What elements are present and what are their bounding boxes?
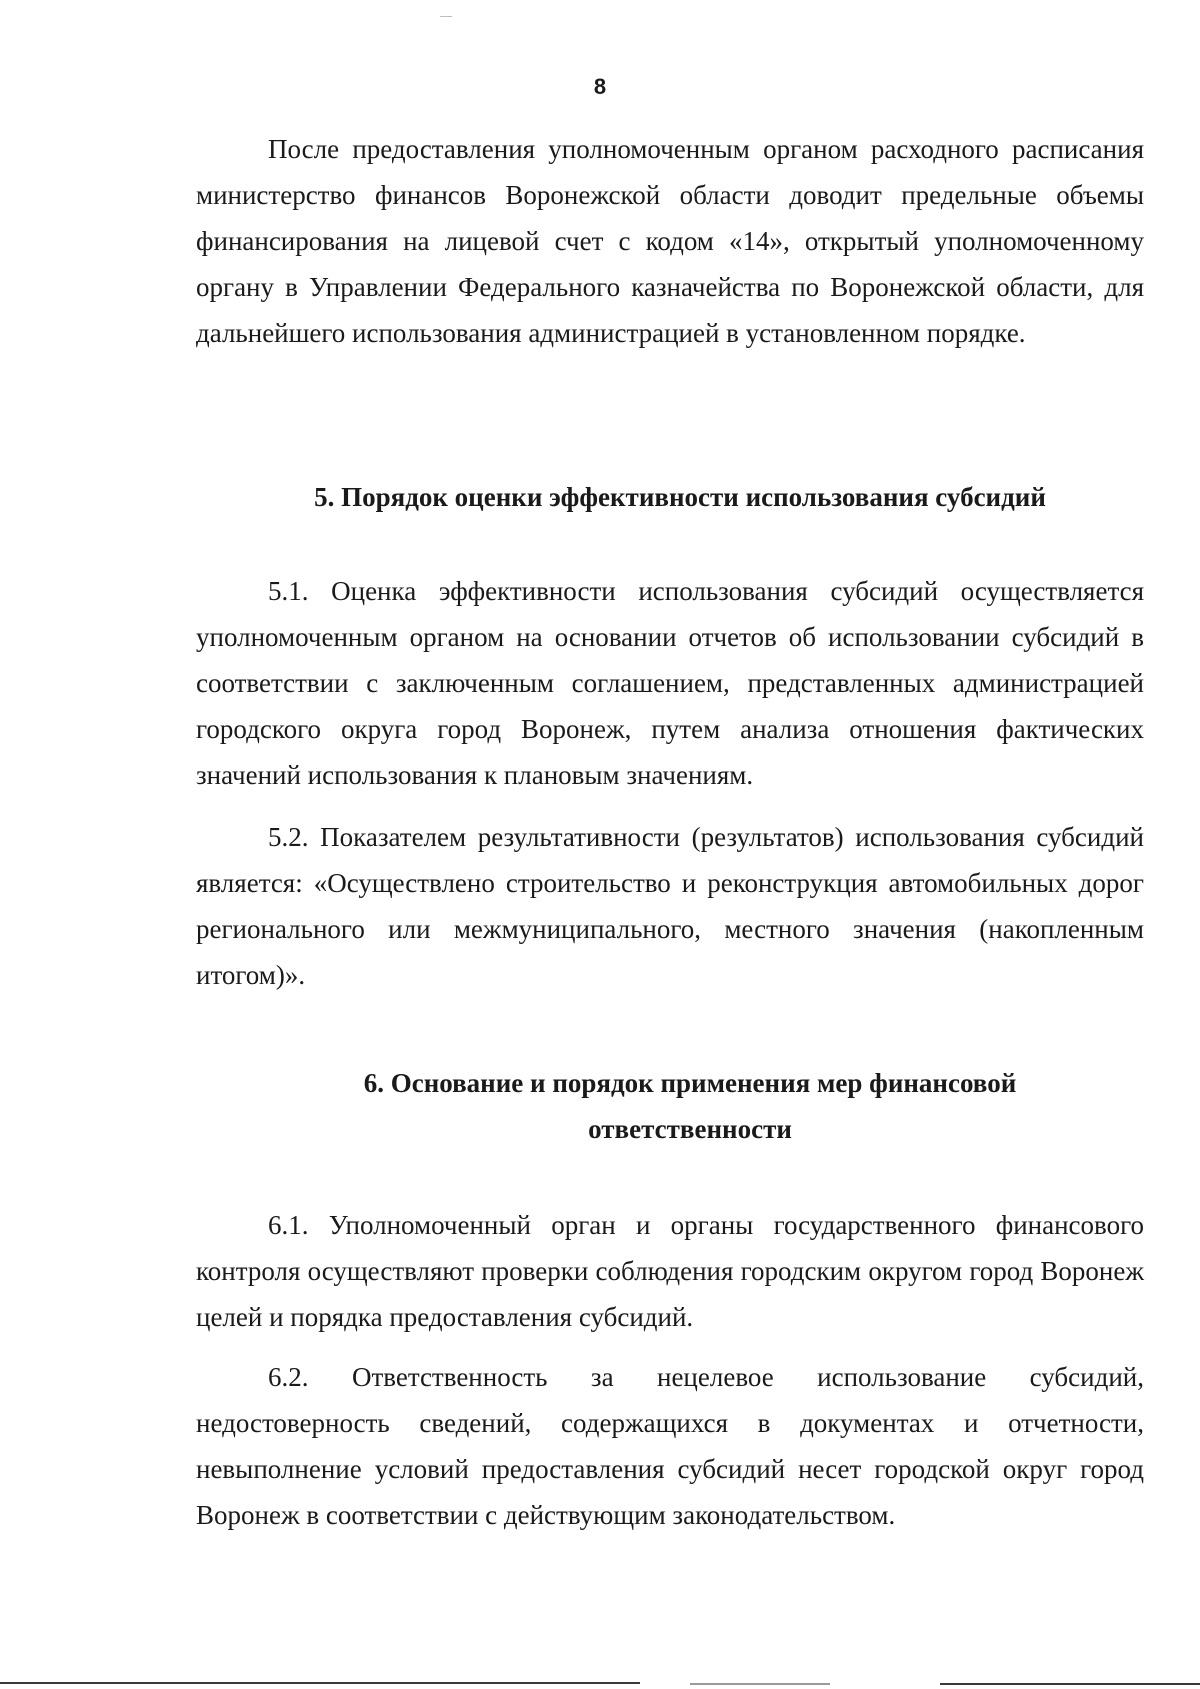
scan-edge-line [690,1683,830,1685]
section-6-heading [196,1060,1144,1152]
scan-edge-line [0,1682,640,1684]
scan-artifact-top [440,16,452,17]
paragraph-6-1: 6.1. Уполномоченный орган и органы государственного финансового контроля осуществляют проверки соблюдения городским округом город Воронеж целей и порядка предоставления субсидий. [196,1210,1144,1332]
page-number: 8 [593,74,607,99]
section-5-heading: 5. Порядок оценки эффективности использования субсидий [314,482,1046,512]
paragraph-5-2: 5.2. Показателем результативности (результатов) использования субсидий является: «Осуществлено строительство и реконструкция автомобильных дорог регионального или межмуниципального, местного значения (накопленным итогом)». [196,822,1144,990]
section-6-heading-line1: 6. Основание и порядок применения мер финансовой [363,1068,1017,1098]
paragraph-intro: После предоставления уполномоченным органом расходного расписания министерство финансов Воронежской области доводит предельные объемы финансирования на лицевой счет с кодом «14», открытый уполномоченному органу в Управлении Федерального казначейства по Воронежской области, для дальнейшего использования администрацией в установленном порядке. [196,134,1144,348]
scan-edge-line [940,1683,1200,1685]
section-6-heading-line2: ответственности [588,1114,792,1144]
paragraph-6-2: 6.2. Ответственность за нецелевое использование субсидий, недостоверность сведений, содержащихся в документах и отчетности, невыполнение условий предоставления субсидий несет городской округ город Воронеж в соответствии с действующим законодательством. [196,1362,1144,1530]
paragraph-5-1: 5.1. Оценка эффективности использования субсидий осуществляется уполномоченным органом на основании отчетов об использовании субсидий в соответствии с заключенным соглашением, представленных администрацией городского округа город Воронеж, путем анализа отношения фактических значений использования к плановым значениям. [196,576,1144,790]
